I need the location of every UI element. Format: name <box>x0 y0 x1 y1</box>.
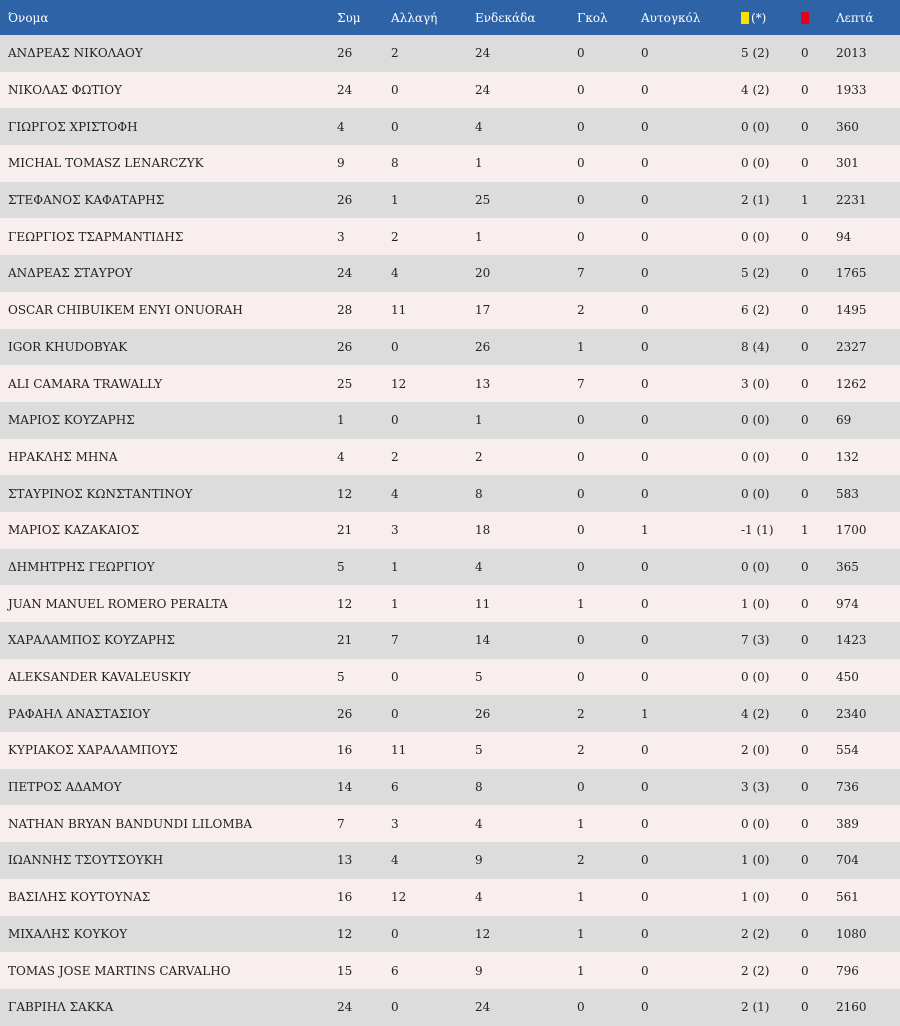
starting-cell: 11 <box>475 596 491 611</box>
red-cards-cell: 0 <box>801 706 809 721</box>
sub-cell: 0 <box>391 1000 399 1015</box>
minutes-cell: 554 <box>836 743 859 758</box>
yellow-cards-cell: 6 (2) <box>741 303 770 318</box>
own-goals-cell: 0 <box>641 633 649 648</box>
minutes-cell: 1765 <box>836 266 867 281</box>
starting-cell: 1 <box>475 156 483 171</box>
yellow-cards-cell: 0 (0) <box>741 119 770 134</box>
apps-cell: 5 <box>337 559 345 574</box>
minutes-cell: 360 <box>836 119 859 134</box>
apps-cell: 24 <box>337 83 353 98</box>
goals-cell: 0 <box>577 486 585 501</box>
apps-cell: 26 <box>337 339 353 354</box>
minutes-cell: 2160 <box>836 1000 867 1015</box>
player-name: ALEKSANDER KAVALEUSKIY <box>8 670 191 685</box>
minutes-cell: 1423 <box>836 633 867 648</box>
minutes-cell: 1080 <box>836 926 867 941</box>
starting-cell: 9 <box>475 853 483 868</box>
table-row <box>0 659 900 696</box>
player-name: ΚΥΡΙΑΚΟΣ ΧΑΡΑΛΑΜΠΟΥΣ <box>8 743 178 758</box>
red-cards-cell: 0 <box>801 339 809 354</box>
yellow-cards-cell: 0 (0) <box>741 816 770 831</box>
apps-cell: 13 <box>337 853 353 868</box>
starting-cell: 5 <box>475 743 483 758</box>
sub-cell: 0 <box>391 119 399 134</box>
red-cards-cell: 0 <box>801 83 809 98</box>
sub-cell: 0 <box>391 926 399 941</box>
apps-cell: 12 <box>337 926 353 941</box>
table-row <box>0 549 900 586</box>
red-cards-cell: 0 <box>801 376 809 391</box>
apps-cell: 5 <box>337 670 345 685</box>
player-name: ΜΙΧΑΛΗΣ ΚΟΥΚΟΥ <box>8 926 128 941</box>
apps-cell: 21 <box>337 523 353 538</box>
yellow-cards-cell: -1 (1) <box>741 523 774 538</box>
yellow-cards-cell: 1 (0) <box>741 890 770 905</box>
player-name: TOMAS JOSE MARTINS CARVALHO <box>8 963 231 978</box>
yellow-cards-cell: 1 (0) <box>741 853 770 868</box>
minutes-cell: 94 <box>836 229 852 244</box>
apps-cell: 14 <box>337 780 353 795</box>
red-cards-cell: 1 <box>801 193 809 208</box>
red-cards-cell: 0 <box>801 743 809 758</box>
table-row <box>0 475 900 512</box>
table-row <box>0 952 900 989</box>
own-goals-cell: 0 <box>641 339 649 354</box>
apps-cell: 24 <box>337 266 353 281</box>
table-row <box>0 108 900 145</box>
col-header-goals[interactable]: Γκολ <box>577 10 608 25</box>
sub-cell: 7 <box>391 633 399 648</box>
goals-cell: 0 <box>577 670 585 685</box>
minutes-cell: 1700 <box>836 523 867 538</box>
player-name: ΝΙΚΟΛΑΣ ΦΩΤΙΟΥ <box>8 83 122 98</box>
yellow-cards-cell: 5 (2) <box>741 46 770 61</box>
yellow-cards-cell: 3 (3) <box>741 780 770 795</box>
sub-cell: 1 <box>391 193 399 208</box>
minutes-cell: 450 <box>836 670 859 685</box>
player-name: ΔΗΜΗΤΡΗΣ ΓΕΩΡΓΙΟΥ <box>8 559 155 574</box>
own-goals-cell: 1 <box>641 706 649 721</box>
goals-cell: 1 <box>577 890 585 905</box>
player-name: ΓΑΒΡΙΗΛ ΣΑΚΚΑ <box>8 1000 114 1015</box>
goals-cell: 0 <box>577 780 585 795</box>
yellow-cards-cell: 5 (2) <box>741 266 770 281</box>
sub-cell: 0 <box>391 339 399 354</box>
starting-cell: 24 <box>475 1000 491 1015</box>
table-row <box>0 512 900 549</box>
goals-cell: 1 <box>577 339 585 354</box>
minutes-cell: 583 <box>836 486 859 501</box>
goals-cell: 7 <box>577 266 585 281</box>
goals-cell: 0 <box>577 449 585 464</box>
starting-cell: 24 <box>475 83 491 98</box>
table-row <box>0 989 900 1026</box>
red-cards-cell: 0 <box>801 449 809 464</box>
table-row <box>0 72 900 109</box>
red-card-icon <box>801 12 809 24</box>
red-cards-cell: 0 <box>801 890 809 905</box>
minutes-cell: 1495 <box>836 303 867 318</box>
player-name: ΠΕΤΡΟΣ ΑΔΑΜΟΥ <box>8 780 122 795</box>
apps-cell: 3 <box>337 229 345 244</box>
own-goals-cell: 0 <box>641 853 649 868</box>
table-row <box>0 329 900 366</box>
goals-cell: 2 <box>577 853 585 868</box>
minutes-cell: 301 <box>836 156 859 171</box>
yellow-cards-cell: 0 (0) <box>741 670 770 685</box>
col-header-yellow[interactable] <box>741 0 801 35</box>
starting-cell: 14 <box>475 633 491 648</box>
sub-cell: 12 <box>391 376 407 391</box>
player-name: ΜΑΡΙΟΣ ΚΟΥΖΑΡΗΣ <box>8 413 135 428</box>
table-row <box>0 695 900 732</box>
sub-cell: 3 <box>391 816 399 831</box>
minutes-cell: 736 <box>836 780 859 795</box>
starting-cell: 25 <box>475 193 491 208</box>
yellow-suffix: (*) <box>751 10 767 25</box>
yellow-cards-cell: 7 (3) <box>741 633 770 648</box>
own-goals-cell: 0 <box>641 816 649 831</box>
player-name: ALI CAMARA TRAWALLY <box>8 376 163 391</box>
goals-cell: 0 <box>577 559 585 574</box>
red-cards-cell: 0 <box>801 229 809 244</box>
own-goals-cell: 0 <box>641 926 649 941</box>
table-row <box>0 585 900 622</box>
table-row <box>0 255 900 292</box>
red-cards-cell: 0 <box>801 413 809 428</box>
sub-cell: 2 <box>391 229 399 244</box>
sub-cell: 6 <box>391 780 399 795</box>
apps-cell: 4 <box>337 449 345 464</box>
player-name: ΗΡΑΚΛΗΣ ΜΗΝΑ <box>8 449 118 464</box>
yellow-cards-cell: 0 (0) <box>741 486 770 501</box>
apps-cell: 21 <box>337 633 353 648</box>
starting-cell: 26 <box>475 339 491 354</box>
table-row <box>0 842 900 879</box>
table-row <box>0 182 900 219</box>
starting-cell: 8 <box>475 486 483 501</box>
apps-cell: 9 <box>337 156 345 171</box>
goals-cell: 0 <box>577 156 585 171</box>
yellow-cards-cell: 2 (0) <box>741 743 770 758</box>
sub-cell: 4 <box>391 853 399 868</box>
own-goals-cell: 0 <box>641 963 649 978</box>
yellow-cards-cell: 2 (1) <box>741 193 770 208</box>
player-name: ΧΑΡΑΛΑΜΠΟΣ ΚΟΥΖΑΡΗΣ <box>8 633 175 648</box>
sub-cell: 2 <box>391 46 399 61</box>
goals-cell: 0 <box>577 46 585 61</box>
own-goals-cell: 1 <box>641 523 649 538</box>
apps-cell: 1 <box>337 413 345 428</box>
red-cards-cell: 0 <box>801 670 809 685</box>
starting-cell: 24 <box>475 46 491 61</box>
red-cards-cell: 0 <box>801 559 809 574</box>
player-name: NATHAN BRYAN BANDUNDI LILOMBA <box>8 816 253 831</box>
minutes-cell: 2013 <box>836 46 867 61</box>
sub-cell: 4 <box>391 266 399 281</box>
minutes-cell: 132 <box>836 449 859 464</box>
apps-cell: 26 <box>337 193 353 208</box>
col-header-sub[interactable]: Αλλαγή <box>391 10 438 25</box>
goals-cell: 1 <box>577 926 585 941</box>
table-row <box>0 916 900 953</box>
yellow-cards-cell: 3 (0) <box>741 376 770 391</box>
goals-cell: 0 <box>577 193 585 208</box>
player-name: IGOR KHUDOBYAK <box>8 339 128 354</box>
starting-cell: 4 <box>475 559 483 574</box>
sub-cell: 1 <box>391 596 399 611</box>
own-goals-cell: 0 <box>641 670 649 685</box>
sub-cell: 4 <box>391 486 399 501</box>
own-goals-cell: 0 <box>641 83 649 98</box>
starting-cell: 18 <box>475 523 491 538</box>
table-row <box>0 622 900 659</box>
table-row <box>0 402 900 439</box>
table-row <box>0 292 900 329</box>
goals-cell: 2 <box>577 303 585 318</box>
red-cards-cell: 1 <box>801 523 809 538</box>
col-header-name[interactable]: Όνομα <box>8 10 49 25</box>
col-header-minutes[interactable]: Λεπτά <box>836 10 874 25</box>
player-name: ΣΤΑΥΡΙΝΟΣ ΚΩΝΣΤΑΝΤΙΝΟΥ <box>8 486 193 501</box>
apps-cell: 16 <box>337 743 353 758</box>
sub-cell: 6 <box>391 963 399 978</box>
table-row <box>0 879 900 916</box>
player-name: ΣΤΕΦΑΝΟΣ ΚΑΦΑΤΑΡΗΣ <box>8 193 165 208</box>
yellow-cards-cell: 0 (0) <box>741 413 770 428</box>
table-row <box>0 439 900 476</box>
goals-cell: 1 <box>577 596 585 611</box>
apps-cell: 16 <box>337 890 353 905</box>
own-goals-cell: 0 <box>641 303 649 318</box>
goals-cell: 0 <box>577 413 585 428</box>
starting-cell: 26 <box>475 706 491 721</box>
minutes-cell: 1262 <box>836 376 867 391</box>
player-name: ΓΙΩΡΓΟΣ ΧΡΙΣΤΟΦΗ <box>8 119 138 134</box>
own-goals-cell: 0 <box>641 1000 649 1015</box>
apps-cell: 7 <box>337 816 345 831</box>
player-name: ΑΝΔΡΕΑΣ ΝΙΚΟΛΑΟΥ <box>8 46 143 61</box>
red-cards-cell: 0 <box>801 853 809 868</box>
apps-cell: 26 <box>337 46 353 61</box>
table-row <box>0 365 900 402</box>
goals-cell: 0 <box>577 1000 585 1015</box>
table-row <box>0 805 900 842</box>
minutes-cell: 389 <box>836 816 859 831</box>
starting-cell: 4 <box>475 890 483 905</box>
apps-cell: 12 <box>337 596 353 611</box>
player-name: ΙΩΑΝΝΗΣ ΤΣΟΥΤΣΟΥΚΗ <box>8 853 164 868</box>
own-goals-cell: 0 <box>641 413 649 428</box>
apps-cell: 25 <box>337 376 353 391</box>
player-name: ΒΑΣΙΛΗΣ ΚΟΥΤΟΥΝΑΣ <box>8 890 151 905</box>
yellow-cards-cell: 2 (2) <box>741 926 770 941</box>
player-name: ΜΑΡΙΟΣ ΚΑΖΑΚΑΙΟΣ <box>8 523 140 538</box>
yellow-cards-cell: 1 (0) <box>741 596 770 611</box>
player-name: JUAN MANUEL ROMERO PERALTA <box>8 596 228 611</box>
minutes-cell: 69 <box>836 413 852 428</box>
table-row <box>0 35 900 72</box>
col-header-apps[interactable]: Συμ <box>337 10 361 25</box>
starting-cell: 1 <box>475 229 483 244</box>
starting-cell: 4 <box>475 816 483 831</box>
goals-cell: 1 <box>577 963 585 978</box>
apps-cell: 28 <box>337 303 353 318</box>
minutes-cell: 2340 <box>836 706 867 721</box>
yellow-card-icon <box>741 12 749 24</box>
player-name: ΑΝΔΡΕΑΣ ΣΤΑΥΡΟΥ <box>8 266 133 281</box>
own-goals-cell: 0 <box>641 743 649 758</box>
starting-cell: 13 <box>475 376 491 391</box>
sub-cell: 0 <box>391 83 399 98</box>
minutes-cell: 2231 <box>836 193 867 208</box>
red-cards-cell: 0 <box>801 266 809 281</box>
yellow-cards-cell: 0 (0) <box>741 559 770 574</box>
col-header-own-goals[interactable]: Αυτογκόλ <box>641 10 701 25</box>
apps-cell: 24 <box>337 1000 353 1015</box>
goals-cell: 0 <box>577 119 585 134</box>
table-row <box>0 145 900 182</box>
table-row <box>0 732 900 769</box>
starting-cell: 20 <box>475 266 491 281</box>
own-goals-cell: 0 <box>641 486 649 501</box>
sub-cell: 12 <box>391 890 407 905</box>
apps-cell: 26 <box>337 706 353 721</box>
yellow-cards-cell: 4 (2) <box>741 706 770 721</box>
goals-cell: 2 <box>577 743 585 758</box>
apps-cell: 12 <box>337 486 353 501</box>
minutes-cell: 796 <box>836 963 859 978</box>
own-goals-cell: 0 <box>641 780 649 795</box>
sub-cell: 3 <box>391 523 399 538</box>
table-row <box>0 769 900 806</box>
minutes-cell: 365 <box>836 559 859 574</box>
yellow-cards-cell: 0 (0) <box>741 229 770 244</box>
sub-cell: 0 <box>391 413 399 428</box>
sub-cell: 0 <box>391 670 399 685</box>
col-header-starting[interactable]: Ενδεκάδα <box>475 10 536 25</box>
player-name: MICHAL TOMASZ LENARCZYK <box>8 156 204 171</box>
goals-cell: 0 <box>577 83 585 98</box>
red-cards-cell: 0 <box>801 156 809 171</box>
red-cards-cell: 0 <box>801 303 809 318</box>
own-goals-cell: 0 <box>641 229 649 244</box>
yellow-cards-cell: 8 (4) <box>741 339 770 354</box>
goals-cell: 2 <box>577 706 585 721</box>
red-cards-cell: 0 <box>801 926 809 941</box>
starting-cell: 17 <box>475 303 491 318</box>
starting-cell: 2 <box>475 449 483 464</box>
goals-cell: 0 <box>577 633 585 648</box>
sub-cell: 0 <box>391 706 399 721</box>
red-cards-cell: 0 <box>801 486 809 501</box>
player-name: ΓΕΩΡΓΙΟΣ ΤΣΑΡΜΑΝΤΙΔΗΣ <box>8 229 184 244</box>
apps-cell: 15 <box>337 963 353 978</box>
col-header-red[interactable] <box>801 0 836 35</box>
starting-cell: 8 <box>475 780 483 795</box>
yellow-cards-cell: 2 (2) <box>741 963 770 978</box>
own-goals-cell: 0 <box>641 596 649 611</box>
minutes-cell: 974 <box>836 596 859 611</box>
own-goals-cell: 0 <box>641 449 649 464</box>
sub-cell: 11 <box>391 303 407 318</box>
own-goals-cell: 0 <box>641 156 649 171</box>
red-cards-cell: 0 <box>801 596 809 611</box>
own-goals-cell: 0 <box>641 119 649 134</box>
yellow-cards-cell: 2 (1) <box>741 1000 770 1015</box>
goals-cell: 0 <box>577 229 585 244</box>
red-cards-cell: 0 <box>801 780 809 795</box>
table-header-row <box>0 0 900 35</box>
minutes-cell: 2327 <box>836 339 867 354</box>
starting-cell: 5 <box>475 670 483 685</box>
starting-cell: 1 <box>475 413 483 428</box>
yellow-cards-cell: 0 (0) <box>741 156 770 171</box>
red-cards-cell: 0 <box>801 633 809 648</box>
sub-cell: 2 <box>391 449 399 464</box>
minutes-cell: 561 <box>836 890 859 905</box>
sub-cell: 1 <box>391 559 399 574</box>
starting-cell: 12 <box>475 926 491 941</box>
red-cards-cell: 0 <box>801 119 809 134</box>
red-cards-cell: 0 <box>801 1000 809 1015</box>
goals-cell: 0 <box>577 523 585 538</box>
player-name: OSCAR CHIBUIKEM ENYI ONUORAH <box>8 303 243 318</box>
table-row <box>0 218 900 255</box>
red-cards-cell: 0 <box>801 46 809 61</box>
starting-cell: 9 <box>475 963 483 978</box>
sub-cell: 11 <box>391 743 407 758</box>
player-name: ΡΑΦΑΗΛ ΑΝΑΣΤΑΣΙΟΥ <box>8 706 151 721</box>
goals-cell: 1 <box>577 816 585 831</box>
yellow-cards-cell: 0 (0) <box>741 449 770 464</box>
own-goals-cell: 0 <box>641 193 649 208</box>
minutes-cell: 704 <box>836 853 859 868</box>
sub-cell: 8 <box>391 156 399 171</box>
starting-cell: 4 <box>475 119 483 134</box>
own-goals-cell: 0 <box>641 376 649 391</box>
red-cards-cell: 0 <box>801 963 809 978</box>
minutes-cell: 1933 <box>836 83 867 98</box>
goals-cell: 7 <box>577 376 585 391</box>
yellow-cards-cell: 4 (2) <box>741 83 770 98</box>
apps-cell: 4 <box>337 119 345 134</box>
red-cards-cell: 0 <box>801 816 809 831</box>
own-goals-cell: 0 <box>641 46 649 61</box>
own-goals-cell: 0 <box>641 266 649 281</box>
own-goals-cell: 0 <box>641 890 649 905</box>
own-goals-cell: 0 <box>641 559 649 574</box>
